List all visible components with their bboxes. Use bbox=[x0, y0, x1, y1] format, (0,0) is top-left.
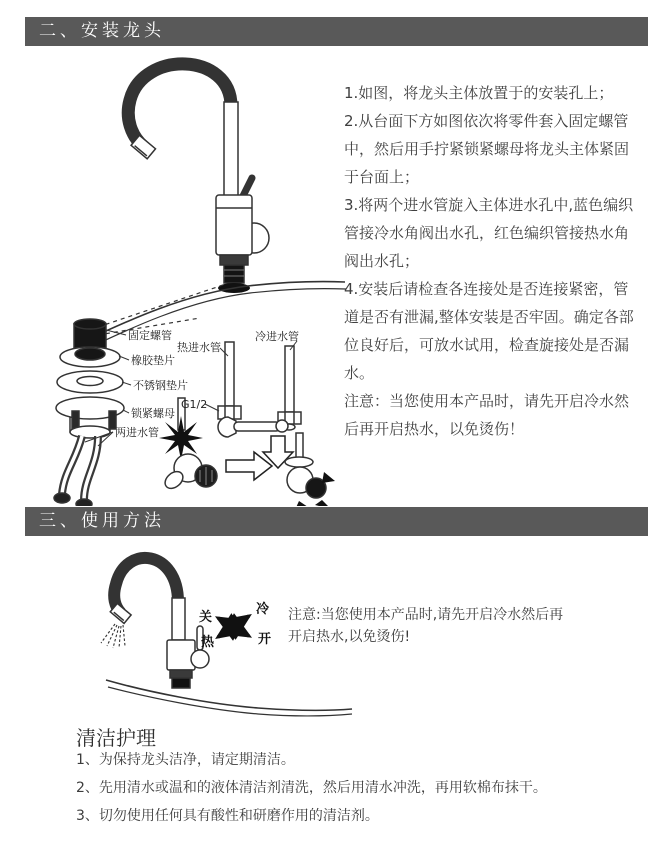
cleaning-list bbox=[76, 746, 616, 830]
cleaning-item-1: 1、为保持龙头洁净，请定期清洁。 bbox=[76, 752, 295, 768]
direction-arrows-icon bbox=[218, 616, 249, 637]
install-diagram-illustration bbox=[28, 48, 350, 506]
label-steel-gasket: 不锈钢垫片 bbox=[133, 379, 188, 392]
label-lock-nut: 锁紧螺母 bbox=[131, 407, 175, 420]
section-header-install-label: 二、安装龙头 bbox=[39, 21, 165, 41]
install-step-2: 2.从台面下方如图依次将零件套入固定螺管中，然后用手拧紧锁紧螺母将龙头主体紧固于台面上； bbox=[344, 112, 630, 186]
section-header-install bbox=[25, 17, 648, 46]
rubber-gasket-part bbox=[60, 347, 120, 367]
label-thread-size: G1/2 bbox=[181, 398, 208, 411]
faucet-illustration bbox=[101, 558, 209, 688]
label-cold-pipe: 冷进水管 bbox=[255, 330, 299, 343]
install-step-4: 4.安装后请检查各连接处是否连接紧密，管道是否有泄漏,整体安装是否牢固。确定各部位良好后，可放水试用，检查旋接处是否漏水。 bbox=[344, 280, 634, 382]
water-spray bbox=[101, 624, 125, 648]
faucet-illustration bbox=[128, 64, 269, 283]
usage-note-line2: 开启热水,以免烫伤! bbox=[288, 629, 411, 645]
label-two-hoses: 两进水管 bbox=[115, 426, 159, 439]
install-step-3: 3.将两个进水管旋入主体进水孔中,蓝色编织管接冷水角阀出水孔，红色编织管接热水角阀出水孔； bbox=[344, 196, 634, 270]
fixing-tube-part bbox=[74, 319, 106, 348]
section-header-usage-label: 三、使用方法 bbox=[39, 511, 165, 531]
usage-note bbox=[288, 604, 640, 648]
cleaning-item-3: 3、切勿使用任何具有酸性和研磨作用的清洁剂。 bbox=[76, 808, 379, 824]
install-step-1: 1.如图，将龙头主体放置于的安装孔上； bbox=[344, 84, 614, 102]
usage-note-line1: 注意:当您使用本产品时,请先开启冷水然后再 bbox=[288, 607, 564, 623]
label-hot: 热 bbox=[200, 635, 214, 650]
countertop-illustration bbox=[106, 680, 352, 716]
steel-gasket-part bbox=[57, 371, 123, 393]
cleaning-item-2: 2、先用清水或温和的液体清洁剂清洗，然后用清水冲洗，再用软棉布抹干。 bbox=[76, 780, 547, 796]
cold-inlet-pipe-part bbox=[278, 346, 301, 430]
label-hot-pipe: 热进水管 bbox=[177, 341, 221, 354]
label-cold: 冷 bbox=[256, 602, 270, 617]
angle-valve-after bbox=[285, 433, 335, 506]
section-header-usage bbox=[25, 507, 648, 536]
right-arrow-icon bbox=[226, 452, 272, 480]
inlet-hoses-part bbox=[54, 436, 98, 506]
label-fixing-tube: 固定螺管 bbox=[128, 329, 172, 342]
install-caution: 注意：当您使用本产品时，请先开启冷水然后再开启热水，以免烫伤！ bbox=[344, 392, 630, 438]
install-steps bbox=[344, 79, 640, 443]
cleaning-title: 清洁护理 bbox=[76, 726, 156, 750]
lock-nut-part bbox=[56, 397, 124, 438]
hot-inlet-pipe-part bbox=[218, 342, 241, 425]
label-rubber-gasket: 橡胶垫片 bbox=[131, 354, 175, 367]
label-close: 关 bbox=[198, 610, 212, 625]
label-open: 开 bbox=[258, 632, 272, 647]
